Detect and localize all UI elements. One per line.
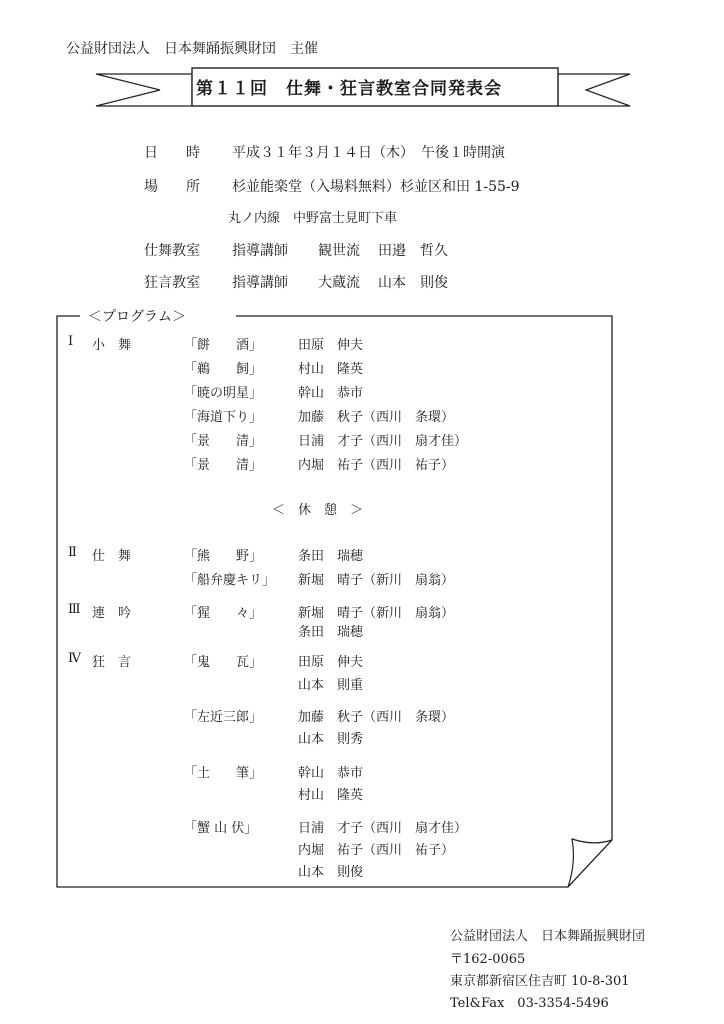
performer: 新堀 晴子（新川 扇翁） [298, 606, 455, 621]
page-title: 第１１回 仕舞・狂言教室合同発表会 [196, 79, 502, 99]
kyogen-instructor: 山本 則俊 [378, 275, 448, 291]
shimai-role: 指導講師 [232, 243, 288, 259]
program-piece: 「景 清」 [184, 458, 263, 473]
performer: 幹山 恭市 [298, 766, 364, 781]
place-value: 杉並能楽堂（入場料無料）杉並区和田 1-55-9 [232, 179, 520, 195]
shimai-instructor: 田邉 哲久 [378, 243, 448, 259]
performer: 山本 則秀 [298, 732, 364, 747]
section-number: Ⅱ [68, 545, 77, 560]
footer-organization: 公益財団法人 日本舞踊振興財団 [450, 929, 646, 944]
program-piece: 「蟹 山 伏」 [184, 821, 258, 836]
footer-postal-code: 〒162-0065 [450, 952, 526, 967]
performer: 日浦 才子（西川 扇才佳） [298, 821, 468, 836]
program-piece: 「土 筆」 [184, 766, 263, 781]
banner-right-tail [558, 74, 630, 106]
program-piece: 「鬼 瓦」 [184, 655, 263, 670]
shimai-label: 仕舞教室 [144, 243, 200, 259]
footer-phone: Tel&Fax 03-3354-5496 [450, 996, 609, 1011]
date-value: 平成３１年３月１４日（木） 午後１時開演 [232, 145, 505, 161]
performer: 新堀 晴子（新川 扇翁） [298, 573, 455, 588]
performer: 幹山 恭市 [298, 386, 364, 401]
performer: 加藤 秋子（西川 条環） [298, 710, 455, 725]
program-heading: ＜プログラム＞ [88, 309, 186, 325]
banner-left-tail [96, 74, 192, 106]
place-label: 場 所 [144, 179, 200, 195]
kyogen-role: 指導講師 [232, 275, 288, 291]
section-name: 小 舞 [92, 338, 132, 353]
program-piece: 「餅 酒」 [184, 338, 263, 353]
program-piece: 「景 清」 [184, 434, 263, 449]
program-piece: 「猩 々」 [184, 606, 263, 621]
performer: 田原 伸夫 [298, 655, 364, 670]
performer: 山本 則俊 [298, 865, 364, 880]
performer: 田原 伸夫 [298, 338, 364, 353]
section-number: Ⅳ [68, 651, 81, 666]
program-piece: 「海道下り」 [184, 410, 263, 425]
organizer-line: 公益財団法人 日本舞踊振興財団 主催 [66, 41, 318, 57]
performer: 山本 則重 [298, 678, 364, 693]
program-piece: 「鵜 飼」 [184, 362, 263, 377]
intermission: ＜ 休 憩 ＞ [272, 503, 364, 518]
kyogen-label: 狂言教室 [144, 275, 200, 291]
access-info: 丸ノ内線 中野富士見町下車 [228, 211, 398, 226]
section-number: Ⅰ [68, 334, 74, 349]
date-label: 日 時 [144, 145, 200, 161]
program-piece: 「船弁慶キリ」 [184, 573, 276, 588]
program-piece: 「暁の明星」 [184, 386, 263, 401]
performer: 村山 隆英 [298, 788, 364, 803]
program-piece: 「左近三郎」 [184, 710, 263, 725]
performer: 条田 瑞穂 [298, 625, 364, 640]
kyogen-school: 大蔵流 [318, 275, 360, 291]
performer: 内堀 祐子（西川 祐子） [298, 458, 455, 473]
section-name: 連 吟 [92, 606, 132, 621]
shimai-school: 観世流 [318, 243, 360, 259]
performer: 条田 瑞穂 [298, 549, 364, 564]
section-name: 狂 言 [92, 655, 132, 670]
section-name: 仕 舞 [92, 549, 132, 564]
performer: 加藤 秋子（西川 条環） [298, 410, 455, 425]
performer: 村山 隆英 [298, 362, 364, 377]
section-number: Ⅲ [68, 602, 81, 617]
program-piece: 「熊 野」 [184, 549, 263, 564]
performer: 内堀 祐子（西川 祐子） [298, 843, 455, 858]
footer-address: 東京都新宿区住吉町 10-8-301 [450, 974, 630, 989]
performer: 日浦 才子（西川 扇才佳） [298, 434, 468, 449]
